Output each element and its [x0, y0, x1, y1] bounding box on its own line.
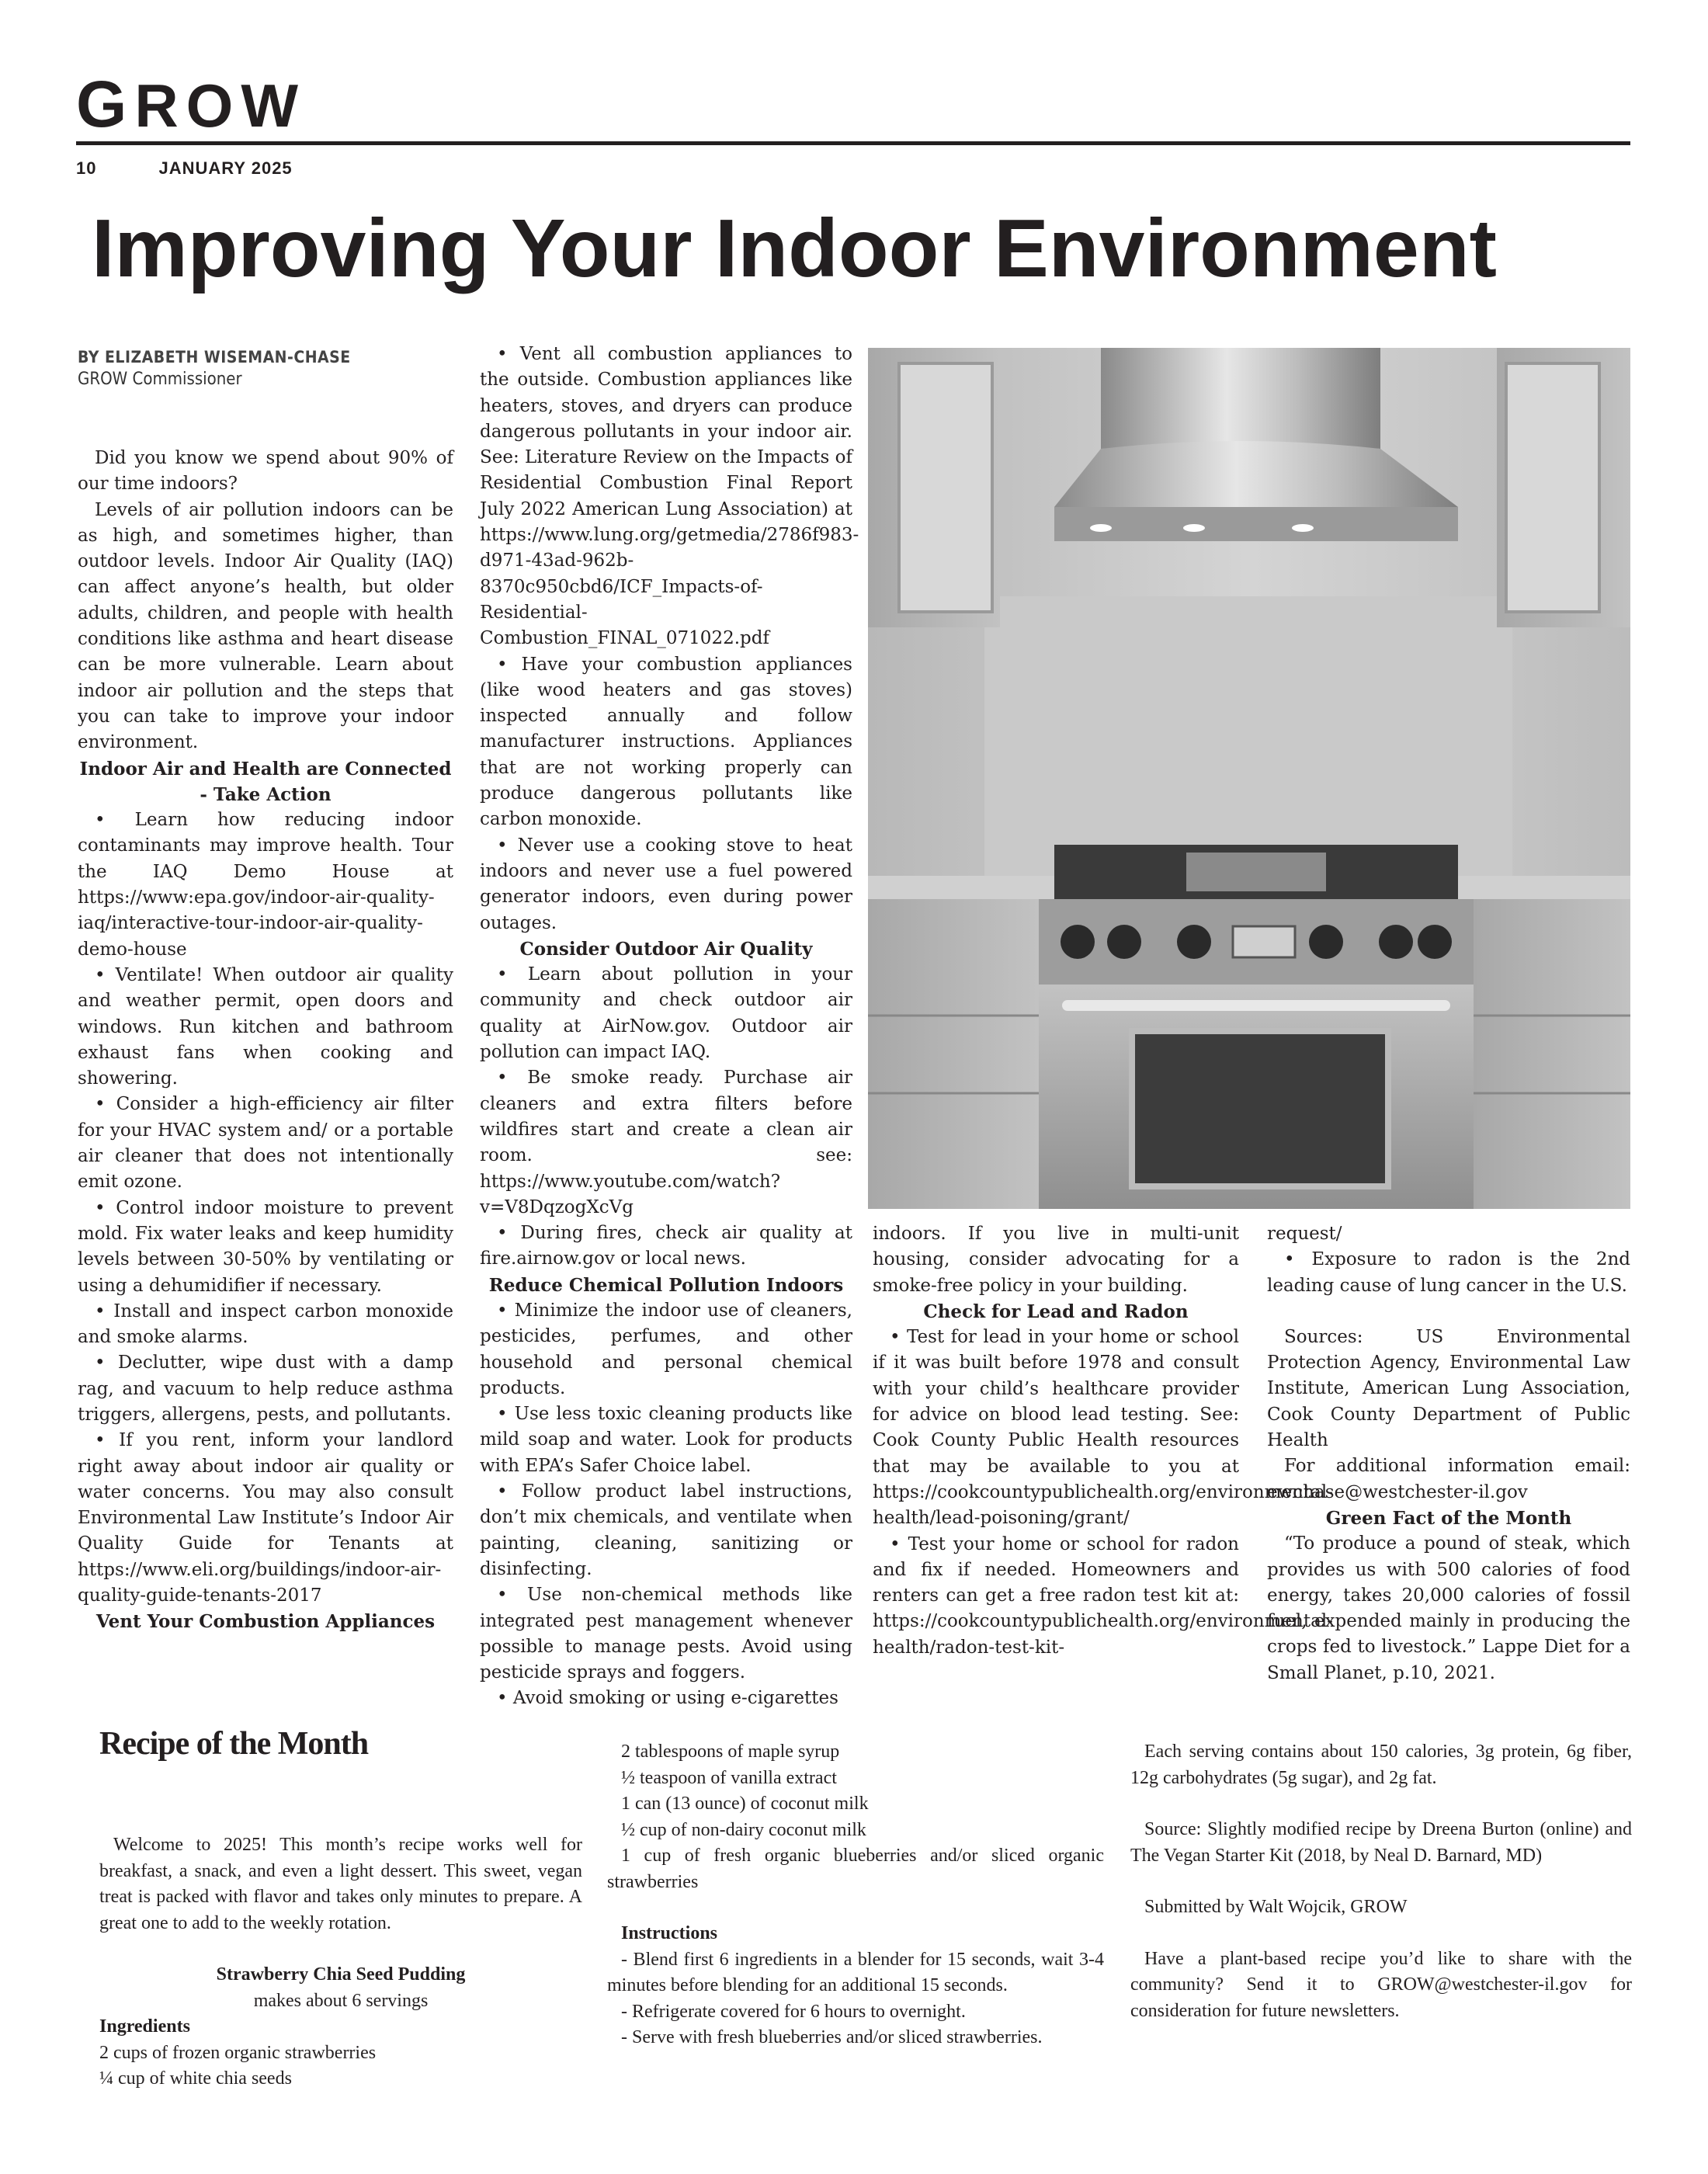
section-heading: Indoor Air and Health are Connected - Take Action: [79, 758, 452, 805]
paragraph: Did you know we spend about 90% of our time indoors?: [78, 448, 453, 495]
article-column-1: [78, 446, 453, 1635]
spacer: [1130, 1921, 1632, 1947]
article-column-2: [480, 342, 859, 1712]
masthead-title: [76, 68, 306, 141]
section-heading: Ingredients: [99, 2016, 190, 2037]
issue-date: JANUARY 2025: [158, 158, 293, 178]
paragraph: ½ cup of non-dairy coconut milk: [621, 1819, 866, 1840]
paragraph: • Have your combustion appliances (like wood heaters and gas stoves) inspected annually and follow manufacturer instructions. Appliances that are not working properly can produce dangerous pollutants like carbon monoxide.: [480, 654, 852, 830]
paragraph: Submitted by Walt Wojcik, GROW: [1144, 1897, 1408, 1917]
paragraph: Sources: US Environmental Protection Agency, Environmental Law Institute, American Lung Association, Cook County Department of Public Health: [1267, 1326, 1630, 1451]
paragraph: • Test for lead in your home or school if it was built before 1978 and consult with your child’s healthcare provider for advice on blood lead testing. See: Cook County Public Health resources that may be available to you at https://cookcountypublichealth.org/environmental-health/lead-poisoning/grant/: [873, 1327, 1333, 1529]
spacer: [1130, 1791, 1632, 1817]
paragraph: • If you rent, inform your landlord right away about indoor air quality or water concerns. You may also consult Environmental Law Institute’s Indoor Air Quality Guide for Tenants at https://www.eli.org/buildings/indoor-air-quality-guide-tenants-2017: [78, 1430, 453, 1606]
spacer: [1267, 1299, 1630, 1325]
paragraph: • Learn how reducing indoor contaminants may improve health. Tour the IAQ Demo House at https://www:epa.gov/indoor-air-quality-iaq/interactive-tour-indoor-air-quality-demo-house: [78, 810, 453, 960]
section-heading: Reduce Chemical Pollution Indoors: [488, 1274, 844, 1296]
paragraph: For additional information email: ewchase@westchester-il.gov: [1267, 1456, 1630, 1502]
paragraph: • Vent all combustion appliances to the outside. Combustion appliances like heaters, stoves, and dryers can produce dangerous pollutants in your indoor air. See: Literature Review on the Impacts of Residential Combustion Final Report July 2022 American Lung Association) at https://www.lung.org/getmedia/2786f983-d971-43ad-962b-8370c950cbd6/ICF_Impacts-of-Residential-Combustion_FINAL_071022.pdf: [480, 344, 859, 649]
article-column-4: [1267, 1221, 1630, 1686]
paragraph: 1 can (13 ounce) of coconut milk: [621, 1794, 869, 1814]
recipe-column-1: [99, 1832, 582, 2092]
paragraph: • During fires, check air quality at fire.airnow.gov or local news.: [480, 1223, 852, 1269]
paragraph: 2 tablespoons of maple syrup: [621, 1742, 840, 1762]
paragraph: request/: [1267, 1224, 1342, 1244]
paragraph: • Test your home or school for radon and fix if needed. Homeowners and renters can get a free radon test kit at: https://cookcountypublichealth.org/environmental-health/radon-test-kit-: [873, 1533, 1333, 1658]
page-number: 10: [76, 158, 97, 178]
spacer: [1130, 1869, 1632, 1894]
paragraph: 1 cup of fresh organic blueberries and/or sliced organic strawberries: [607, 1846, 1104, 1892]
paragraph: Levels of air pollution indoors can be as high, and sometimes higher, than outdoor levels. Indoor Air Quality (IAQ) can affect anyone’s health, but older adults, children, and people with health conditions like asthma and heart disease can be more vulnerable. Learn about indoor air pollution and the steps that you can take to improve your indoor environment.: [78, 499, 453, 753]
paragraph: indoors. If you live in multi-unit housing, consider advocating for a smoke-free policy in your building.: [873, 1224, 1239, 1296]
paragraph: • Exposure to radon is the 2nd leading cause of lung cancer in the U.S.: [1267, 1249, 1630, 1296]
paragraph: • Declutter, wipe dust with a damp rag, and vacuum to help reduce asthma triggers, allergens, pests, and pollutants.: [78, 1353, 453, 1425]
paragraph: Source: Slightly modified recipe by Dreena Burton (online) and The Vegan Starter Kit (2018, by Neal D. Barnard, MD): [1130, 1819, 1632, 1866]
section-heading: Strawberry Chia Seed Pudding: [216, 1964, 466, 1985]
kitchen-photo-icon: [868, 348, 1630, 1209]
paragraph: • Control indoor moisture to prevent mold. Fix water leaks and keep humidity levels between 30-50% by ventilating or using a dehumidifier if necessary.: [78, 1197, 453, 1296]
paragraph: Each serving contains about 150 calories, 3g protein, 6g fiber, 12g carbohydrates (5g sugar), and 2g fat.: [1130, 1742, 1632, 1788]
section-heading: Green Fact of the Month: [1325, 1507, 1572, 1529]
paragraph: • Avoid smoking or using e-cigarettes: [497, 1688, 838, 1709]
paragraph: ¼ cup of white chia seeds: [99, 2068, 292, 2089]
issue-line: [76, 158, 293, 179]
paragraph: Welcome to 2025! This month’s recipe works well for breakfast, a snack, and even a light dessert. This sweet, vegan treat is packed with flavor and takes only minutes to prepare. A great one to add to the weekly rotation.: [99, 1835, 582, 1933]
paragraph: • Ventilate! When outdoor air quality and weather permit, open doors and windows. Run kitchen and bathroom exhaust fans when cooking and showering.: [78, 964, 453, 1089]
paragraph: • Follow product label instructions, don’t mix chemicals, and ventilate when painting, cleaning, sanitizing or disinfecting.: [480, 1481, 852, 1579]
paragraph: • Be smoke ready. Purchase air cleaners and extra filters before wildfires start and create a clean air room. see: https://www.youtube.com/watch?v=V8DqzogXcVg: [480, 1068, 852, 1217]
section-heading: Instructions: [621, 1923, 718, 1943]
paragraph: • Install and inspect carbon monoxide and smoke alarms.: [78, 1301, 453, 1348]
paragraph: ½ teaspoon of vanilla extract: [621, 1767, 837, 1788]
section-heading: Consider Outdoor Air Quality: [519, 938, 813, 960]
paragraph: - Blend first 6 ingredients in a blender for 15 seconds, wait 3-4 minutes before blending for an additional 15 seconds.: [607, 1949, 1104, 1995]
byline: BY ELIZABETH WISEMAN-CHASE: [78, 348, 351, 366]
paragraph: • Minimize the indoor use of cleaners, pesticides, perfumes, and other household and personal chemical products.: [480, 1300, 852, 1398]
paragraph: 2 cups of frozen organic strawberries: [99, 2042, 377, 2063]
recipe-column-2: [607, 1739, 1104, 2051]
section-heading: Check for Lead and Radon: [923, 1301, 1189, 1322]
recipe-title: Recipe of the Month: [99, 1726, 369, 1762]
spacer: [99, 1936, 582, 1962]
author-role: GROW Commissioner: [78, 370, 242, 389]
masthead-initial: G: [76, 68, 135, 141]
paragraph: • Consider a high-efficiency air filter for your HVAC system and/ or a portable air cleaner that does not intentionally emit ozone.: [78, 1094, 453, 1193]
paragraph: makes about 6 servings: [253, 1990, 429, 2011]
article-headline: Improving Your Indoor Environment: [92, 203, 1497, 294]
paragraph: • Use non-chemical methods like integrated pest management whenever possible to manage pests. Avoid using pesticide sprays and foggers.: [480, 1585, 852, 1683]
recipe-column-3: [1130, 1739, 1632, 2024]
spacer: [607, 1895, 1104, 1921]
masthead-rest: ROW: [134, 71, 306, 140]
paragraph: • Learn about pollution in your community and check outdoor air quality at AirNow.gov. Outdoor air pollution can impact IAQ.: [480, 964, 852, 1063]
paragraph: - Serve with fresh blueberries and/or sliced strawberries.: [621, 2027, 1043, 2047]
paragraph: - Refrigerate covered for 6 hours to overnight.: [621, 2001, 966, 2022]
paragraph: • Use less toxic cleaning products like mild soap and water. Look for products with EPA’s Safer Choice label.: [480, 1404, 852, 1476]
kitchen-range-photo: [868, 348, 1630, 1209]
paragraph: • Never use a cooking stove to heat indoors and never use a fuel powered generator indoors, even during power outages.: [480, 835, 852, 933]
paragraph: Have a plant-based recipe you’d like to share with the community? Send it to GROW@westchester-il.gov for consideration for future newsletters.: [1130, 1948, 1632, 2021]
paragraph: “To produce a pound of steak, which provides us with 500 calories of food energy, takes 20,000 calories of fossil fuel, expended mainly in producing the crops fed to livestock.” Lappe Diet for a Small Planet, p.10, 2021.: [1267, 1533, 1630, 1683]
masthead-rule: [76, 141, 1630, 145]
section-heading: Vent Your Combustion Appliances: [95, 1611, 436, 1633]
